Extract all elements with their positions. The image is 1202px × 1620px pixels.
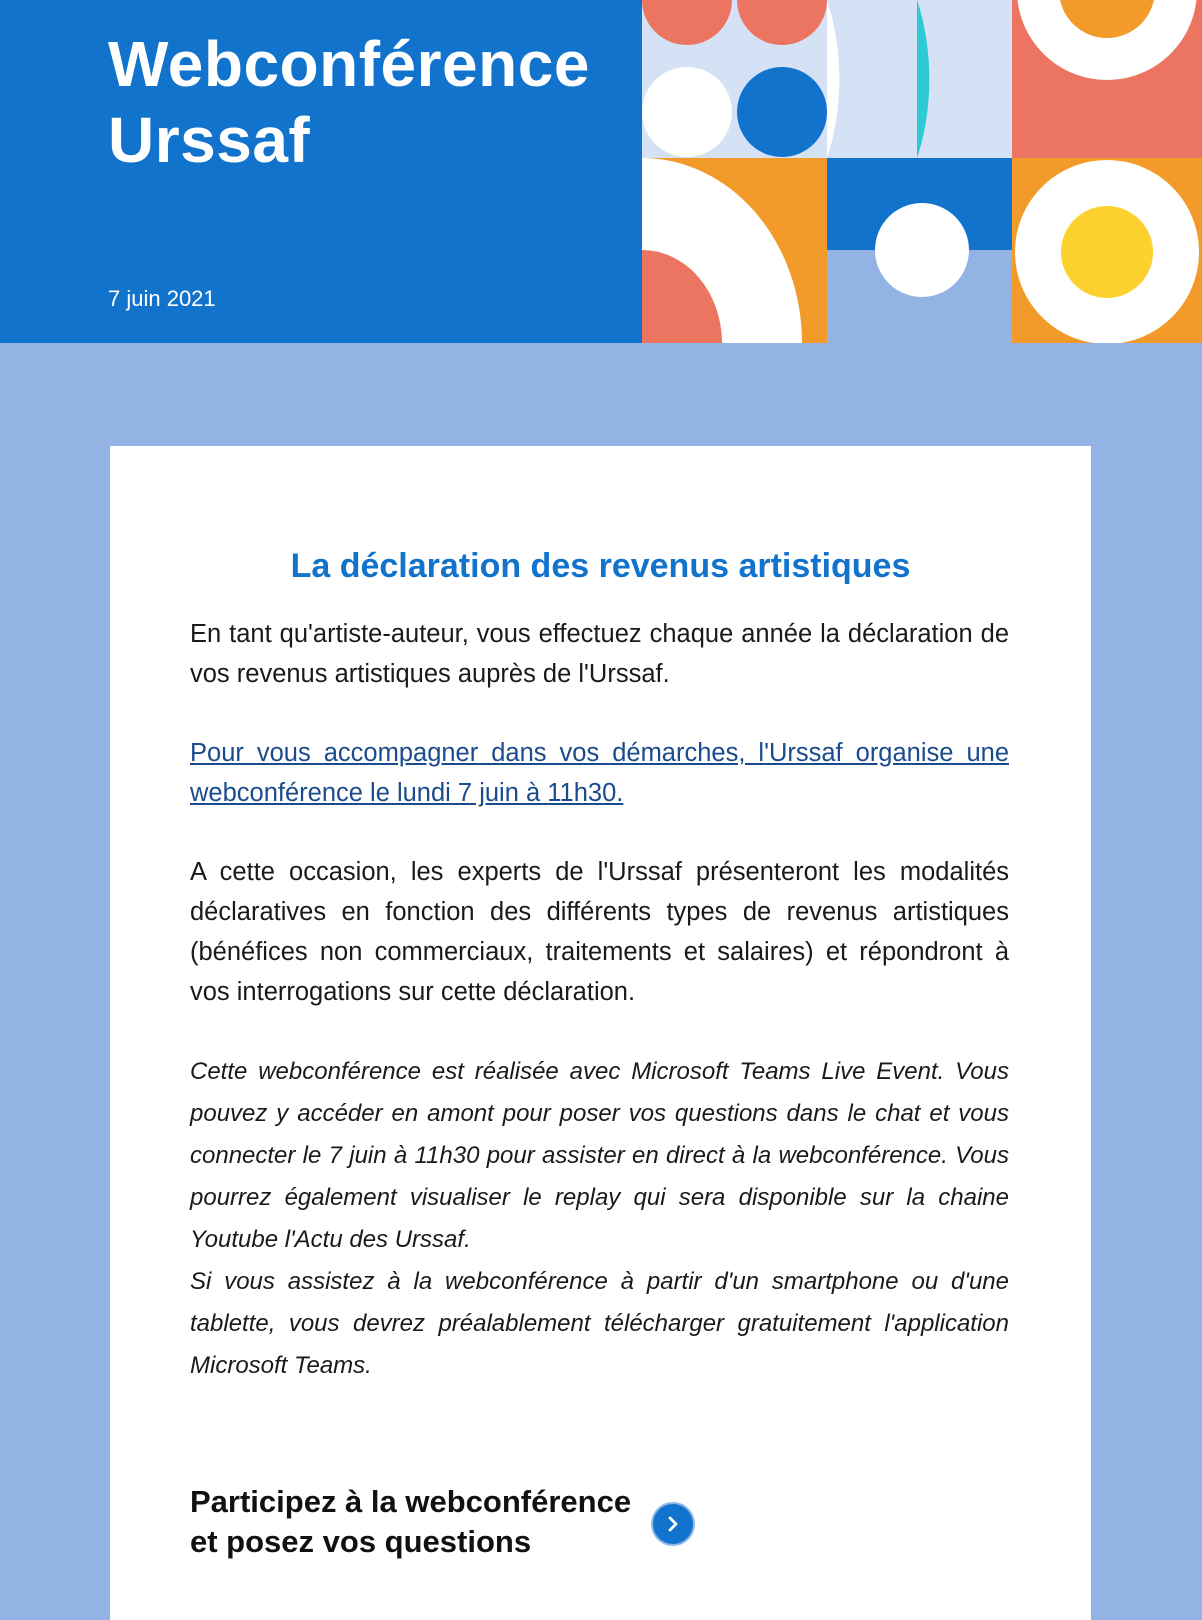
- content-card: [110, 446, 1091, 1620]
- webconference-link[interactable]: Pour vous accompagner dans vos démarches, l'Urssaf organise une webconférence le lundi 7 juin à 11h30.: [190, 739, 1009, 807]
- intro-paragraph: En tant qu'artiste-auteur, vous effectuez chaque année la déclaration de vos revenus artistiques auprès de l'Urssaf.: [190, 620, 1009, 688]
- details-paragraph: A cette occasion, les experts de l'Urssaf présenteront les modalités déclaratives en fonction des différents types de revenus artistiques (bénéfices non commerciaux, traitements et salaires) et répondront à vos interrogations sur cette déclaration.: [190, 858, 1009, 1006]
- participate-cta[interactable]: [190, 1482, 693, 1562]
- webconference-link-paragraph: [190, 733, 1009, 813]
- chevron-right-icon: [664, 1515, 682, 1533]
- header-banner: [0, 0, 1202, 343]
- cta-text[interactable]: [190, 1482, 631, 1562]
- teams-note-paragraph: Cette webconférence est réalisée avec Microsoft Teams Live Event. Vous pouvez y accéder en amont pour poser vos questions dans le chat et vous connecter le 7 juin à 11h30 pour assister en direct à la webconférence. Vous pourrez également visualiser le replay qui sera disponible sur la chaine Youtube l'Actu des Urssaf.: [190, 1058, 1009, 1253]
- article-title: La déclaration des revenus artistiques: [290, 547, 911, 585]
- title-line-1: Webconférence: [108, 28, 590, 100]
- cta-line-2[interactable]: et posez vos questions: [190, 1524, 532, 1559]
- title-line-2: Urssaf: [108, 104, 311, 176]
- page-title: [108, 26, 590, 178]
- smartphone-note-paragraph: Si vous assistez à la webconférence à partir d'un smartphone ou d'une tablette, vous devrez préalablement télécharger gratuitement l'application Microsoft Teams.: [190, 1268, 1009, 1379]
- decorative-pattern: [642, 0, 1202, 343]
- cta-arrow-button[interactable]: [653, 1504, 693, 1544]
- cta-line-1[interactable]: Participez à la webconférence: [190, 1484, 632, 1519]
- header-date: 7 juin 2021: [108, 286, 216, 311]
